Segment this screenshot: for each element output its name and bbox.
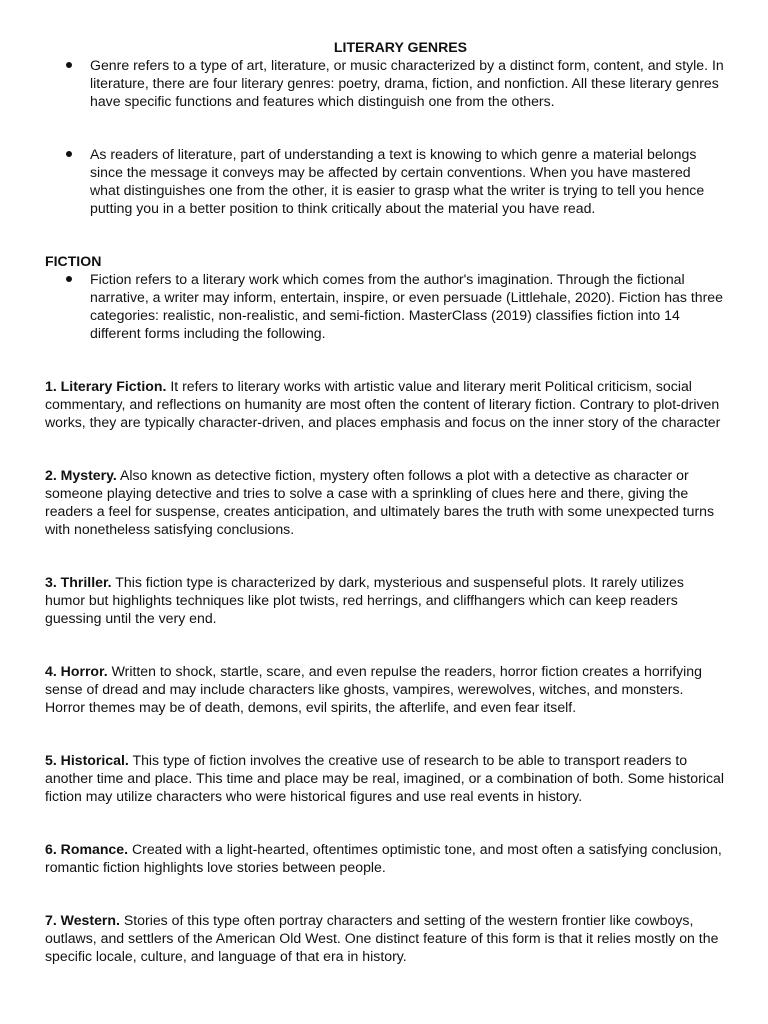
genre-entry-horror [45, 662, 724, 716]
genre-entry-label: 4. Horror. [45, 663, 108, 679]
document-title: LITERARY GENRES [333, 39, 468, 55]
fiction-bullet-list [45, 270, 724, 342]
genre-entry-text: Also known as detective fiction, mystery often follows a plot with a detective as character or someone playing detective and tries to solve a case with a sprinkling of clues here and there, giving the readers a feel for suspense, creates anticipation, and ultimately bares the truth with some unexpected turns with nonetheless satisfying conclusions. [45, 467, 715, 537]
genre-entry-label: 7. Western. [45, 912, 120, 928]
genre-entry-western [45, 911, 724, 965]
genre-entry-text: This fiction type is characterized by dark, mysterious and suspenseful plots. It rarely utilizes humor but highlights techniques like plot twists, red herrings, and cliffhangers which can keep readers guessing until the very end. [45, 574, 684, 626]
intro-bullet: Genre refers to a type of art, literature, or music characterized by a distinct form, content, and style. In literature, there are four literary genres: poetry, drama, fiction, and nonfiction. All these literary genres have specific functions and features which distinguish one from the others. [45, 56, 724, 110]
genre-entry-text: Stories of this type often portray characters and setting of the western frontier like cowboys, outlaws, and settlers of the American Old West. One distinct feature of this form is that it relies mostly on the specific locale, culture, and language of that era in history. [45, 912, 719, 964]
genre-entry-label: 6. Romance. [45, 841, 129, 857]
genre-entry-literary-fiction [45, 377, 724, 431]
genre-entry-label: 3. Thriller. [45, 574, 112, 590]
intro-bullet: As readers of literature, part of understanding a text is knowing to which genre a material belongs since the message it conveys may be affected by certain conventions. When you have mastered what distinguishes one from the other, it is easier to grasp what the writer is trying to tell you hence putting you in a better position to think critically about the material you have read. [45, 145, 724, 217]
genre-entry-mystery [45, 466, 724, 538]
section-heading-fiction: FICTION [45, 253, 102, 269]
genre-entry-romance [45, 840, 724, 876]
genre-entry-historical [45, 751, 724, 805]
genre-entry-thriller [45, 573, 724, 627]
fiction-bullet: Fiction refers to a literary work which comes from the author's imagination. Through the fictional narrative, a writer may inform, entertain, inspire, or even persuade (Littlehale, 2020). Fiction has three categories: realistic, non-realistic, and semi-fiction. MasterClass (2019) classifies fiction into 14 different forms including the following. [45, 270, 724, 342]
intro-bullet-list [45, 56, 724, 217]
genre-entry-label: 1. Literary Fiction. [45, 378, 167, 394]
genre-entry-label: 2. Mystery. [45, 467, 117, 483]
genre-entry-text: Created with a light-hearted, oftentimes optimistic tone, and most often a satisfying conclusion, romantic fiction highlights love stories between people. [45, 841, 722, 875]
genre-entry-text: It refers to literary works with artistic value and literary merit Political criticism, social commentary, and reflections on humanity are most often the content of literary fiction. Contrary to plot-driven works, they are typically character-driven, and places emphasis and focus on the inner story of the character [45, 378, 721, 430]
genre-entry-text: This type of fiction involves the creative use of research to be able to transport readers to another time and place. This time and place may be real, imagined, or a combination of both. Some historical fiction may utilize characters who were historical figures and use real events in history. [45, 752, 724, 804]
genre-entry-text: Written to shock, startle, scare, and even repulse the readers, horror fiction creates a horrifying sense of dread and may include characters like ghosts, vampires, werewolves, witches, and monsters. Horror themes may be of death, demons, evil spirits, the afterlife, and even fear itself. [45, 663, 702, 715]
genre-entry-label: 5. Historical. [45, 752, 129, 768]
